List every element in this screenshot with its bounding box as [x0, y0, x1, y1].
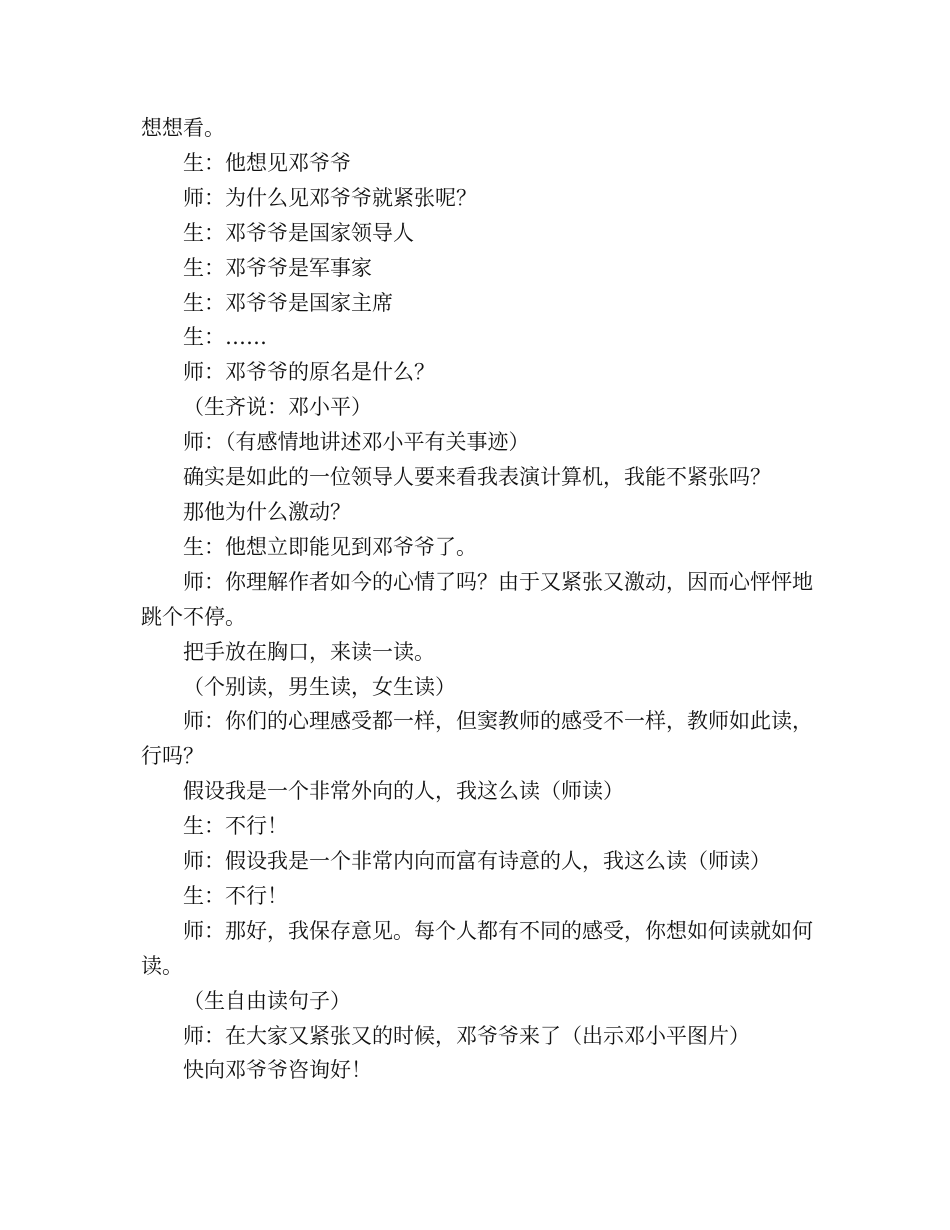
paragraph: （个别读，男生读，女生读）: [183, 674, 456, 699]
paragraph: 确实是如此的一位领导人要来看我表演计算机，我能不紧张吗？: [183, 465, 771, 490]
paragraph: 生：邓爷爷是国家领导人: [183, 220, 414, 245]
paragraph: 师：你们的心理感受都一样，但窦教师的感受不一样，教师如此读，行吗？: [141, 709, 813, 769]
paragraph: 把手放在胸口，来读一读。: [183, 639, 435, 664]
paragraph: 师：假设我是一个非常内向而富有诗意的人，我这么读（师读）: [183, 849, 771, 874]
paragraph: 那他为什么激动？: [183, 499, 351, 524]
paragraph: （生齐说：邓小平）: [183, 395, 372, 420]
paragraph: 快向邓爷爷咨询好！: [183, 1058, 372, 1083]
paragraph: 假设我是一个非常外向的人，我这么读（师读）: [183, 779, 624, 804]
paragraph: 生：他想立即能见到邓爷爷了。: [183, 534, 477, 559]
paragraph: 生：邓爷爷是军事家: [183, 255, 372, 280]
paragraph: 想想看。: [141, 116, 225, 140]
paragraph: 师：那好，我保存意见。每个人都有不同的感受，你想如何读就如何读。: [141, 918, 813, 978]
paragraph: 生：他想见邓爷爷: [183, 150, 351, 175]
paragraph: 生：不行！: [183, 814, 288, 839]
paragraph: 师：邓爷爷的原名是什么？: [183, 360, 435, 385]
paragraph: 师：（有感情地讲述邓小平有关事迹）: [183, 430, 530, 455]
paragraph: 师：为什么见邓爷爷就紧张呢？: [183, 185, 477, 210]
paragraph: 生：邓爷爷是国家主席: [183, 290, 393, 315]
paragraph: 师：你理解作者如今的心情了吗？由于又紧张又激动，因而心怦怦地跳个不停。: [141, 569, 813, 629]
paragraph: 生：不行！: [183, 883, 288, 908]
paragraph: （生自由读句子）: [183, 988, 351, 1013]
paragraph: 师：在大家又紧张又的时候，邓爷爷来了（出示邓小平图片）: [183, 1023, 750, 1048]
paragraph: 生：……: [183, 325, 267, 350]
document-page: [141, 111, 813, 1088]
